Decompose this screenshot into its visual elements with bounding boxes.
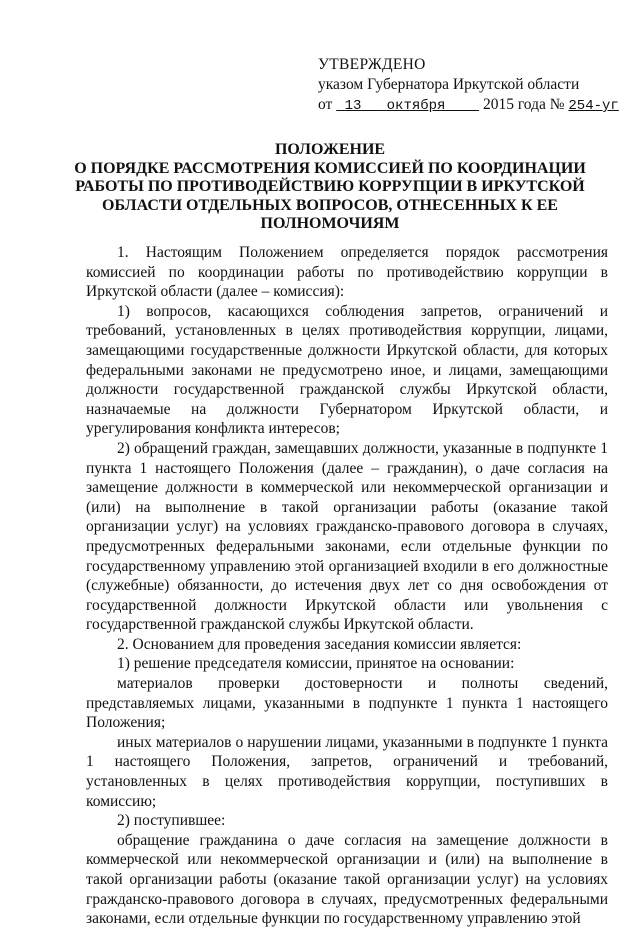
- paragraph-2-1: 1) решение председателя комиссии, принятое на основании:: [117, 655, 515, 673]
- paragraph-1: 1. Настоящим Положением определяется порядок рассмотрения комиссией по координации работы по противодействию коррупции в Иркутской области (далее – комиссия):: [86, 244, 608, 301]
- decree-number: 254-уг: [568, 98, 619, 114]
- approval-stamp: [318, 55, 619, 116]
- paragraph-1-2: 2) обращений граждан, замещавших должности, указанные в подпункте 1 пункта 1 настоящего Положения (далее – гражданин), о даче согласия на замещение должности в коммерческой или некоммерческой организации и (или) на выполнение в такой организации работы (оказание такой организации услуг) на условиях гражданско-правового договора в случаях, предусмотренных федеральными законами, если отдельные функции по государственному управлению этой организацией входили в его должностные (служебные) обязанности, до истечения двух лет со дня освобождения от государственной должности Иркутской области или увольнения с государственной гражданской службы Иркутской области.: [86, 439, 608, 634]
- title-line: ПОЛНОМОЧИЯМ: [260, 215, 400, 232]
- approval-date-line: [318, 95, 619, 116]
- approval-authority: указом Губернатора Иркутской области: [318, 76, 580, 93]
- title-line: ОБЛАСТИ ОТДЕЛЬНЫХ ВОПРОСОВ, ОТНЕСЕННЫХ К ЕЕ: [102, 196, 558, 214]
- date-day: 13: [344, 98, 362, 114]
- date-month: октября: [386, 98, 446, 114]
- paragraph-2-1-b: иных материалов о нарушении лицами, указанными в подпункте 1 пункта 1 настоящего Положения, запретов, ограничений и требований, установленных в целях противодействия коррупции, поступивших в комиссию;: [86, 733, 608, 810]
- title-line: РАБОТЫ ПО ПРОТИВОДЕЙСТВИЮ КОРРУПЦИИ В ИРКУТСКОЙ: [75, 178, 585, 195]
- paragraph-2-1-a: материалов проверки достоверности и полноты сведений, представляемых лицами, указанными в подпункте 1 пункта 1 настоящего Положения;: [86, 675, 608, 732]
- paragraph-1-1: 1) вопросов, касающихся соблюдения запретов, ограничений и требований, установленных в целях противодействия коррупции, лицами, замещающими государственные должности Иркутской области, для которых федеральными законами не предусмотрено иное, и лицами, замещающими должности государственной гражданской службы Иркутской области, назначаемые на должности Губернатором Иркутской области, и урегулирования конфликта интересов;: [86, 302, 608, 438]
- document-body: [86, 243, 608, 929]
- date-year: 2015 года №: [482, 96, 565, 113]
- approval-heading: УТВЕРЖДЕНО: [318, 56, 426, 73]
- paragraph-2: 2. Основанием для проведения заседания комиссии является:: [117, 635, 522, 653]
- paragraph-2-2: 2) поступившее:: [117, 812, 226, 830]
- title-line: ПОЛОЖЕНИЕ: [274, 141, 386, 158]
- document-title: [60, 141, 600, 234]
- paragraph-2-2-a: обращение гражданина о даче согласия на замещение должности в коммерческой или некоммерческой организации и (или) на выполнение в такой организации работы (оказание такой организации услуг) на условиях гражданско-правового договора в случаях, предусмотренных федеральными законами, если отдельные функции по государственному управлению этой: [86, 831, 608, 928]
- title-line: О ПОРЯДКЕ РАССМОТРЕНИЯ КОМИССИЕЙ ПО КООРДИНАЦИИ: [74, 159, 586, 177]
- date-prefix: от: [318, 96, 333, 113]
